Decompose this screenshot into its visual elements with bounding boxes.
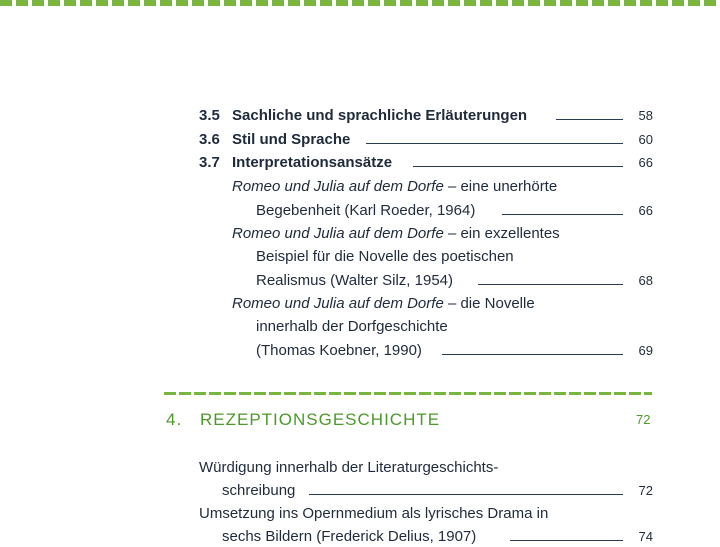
leader-line (502, 214, 623, 215)
toc-entry-page: 66 (638, 155, 653, 170)
toc-entry-page: 74 (638, 529, 653, 544)
toc-entry-line-1: Würdigung innerhalb der Literaturgeschichts- (199, 459, 499, 476)
section-page: 72 (636, 412, 651, 427)
section-number: 4. (166, 410, 183, 429)
leader-line (510, 540, 623, 541)
toc-entry-number: 3.6 (199, 131, 220, 148)
toc-entry-line-2: schreibung (222, 482, 296, 499)
toc-subentry-line-1 (232, 294, 535, 314)
leader-line (478, 284, 623, 285)
toc-entry-title: Sachliche und sprachliche Erläuterungen (232, 107, 528, 124)
work-title: Romeo und Julia auf dem Dorfe (232, 225, 444, 242)
toc-subentry-line-1 (232, 177, 557, 197)
subentry-text: – die Novelle (443, 295, 535, 312)
subentry-text: – eine unerhörte (443, 178, 558, 195)
section-4-heading[interactable] (166, 408, 651, 432)
work-title: Romeo und Julia auf dem Dorfe (232, 295, 444, 312)
leader-line (442, 354, 623, 355)
leader-line (366, 143, 623, 144)
toc-entry-line-2: sechs Bildern (Frederick Delius, 1907) (222, 528, 477, 545)
leader-line (556, 119, 623, 120)
toc-entry-page: 68 (638, 273, 653, 288)
toc-subentry-line-3: Realismus (Walter Silz, 1954) (256, 272, 453, 289)
toc-entry-number: 3.7 (199, 154, 220, 171)
toc-subentry-line-1 (232, 224, 560, 244)
toc-entry-page: 58 (638, 108, 653, 123)
section-divider (164, 392, 652, 395)
subentry-text: – ein exzellentes (443, 225, 560, 242)
toc-subentry-line-2: Begebenheit (Karl Roeder, 1964) (256, 202, 476, 219)
toc-entry-page: 60 (638, 132, 653, 147)
leader-line (413, 166, 623, 167)
toc-entry-page: 72 (638, 483, 653, 498)
toc-entry-title: Interpretationsansätze (232, 154, 393, 171)
section-title: REZEPTIONSGESCHICHTE (200, 410, 441, 429)
top-dashed-rule (0, 0, 720, 6)
toc-subentry-line-2: Beispiel für die Novelle des poetischen (256, 248, 514, 265)
toc-entry-page: 69 (638, 343, 653, 358)
leader-line (309, 494, 623, 495)
work-title: Romeo und Julia auf dem Dorfe (232, 178, 444, 195)
toc-entry-line-1: Umsetzung ins Opernmedium als lyrisches Drama in (199, 505, 549, 522)
toc-entry-title: Stil und Sprache (232, 131, 351, 148)
toc-entry-page: 66 (638, 203, 653, 218)
toc-entry-number: 3.5 (199, 107, 220, 124)
toc-subentry-line-3: (Thomas Koebner, 1990) (256, 342, 422, 359)
toc-subentry-line-2: innerhalb der Dorfgeschichte (256, 318, 448, 335)
